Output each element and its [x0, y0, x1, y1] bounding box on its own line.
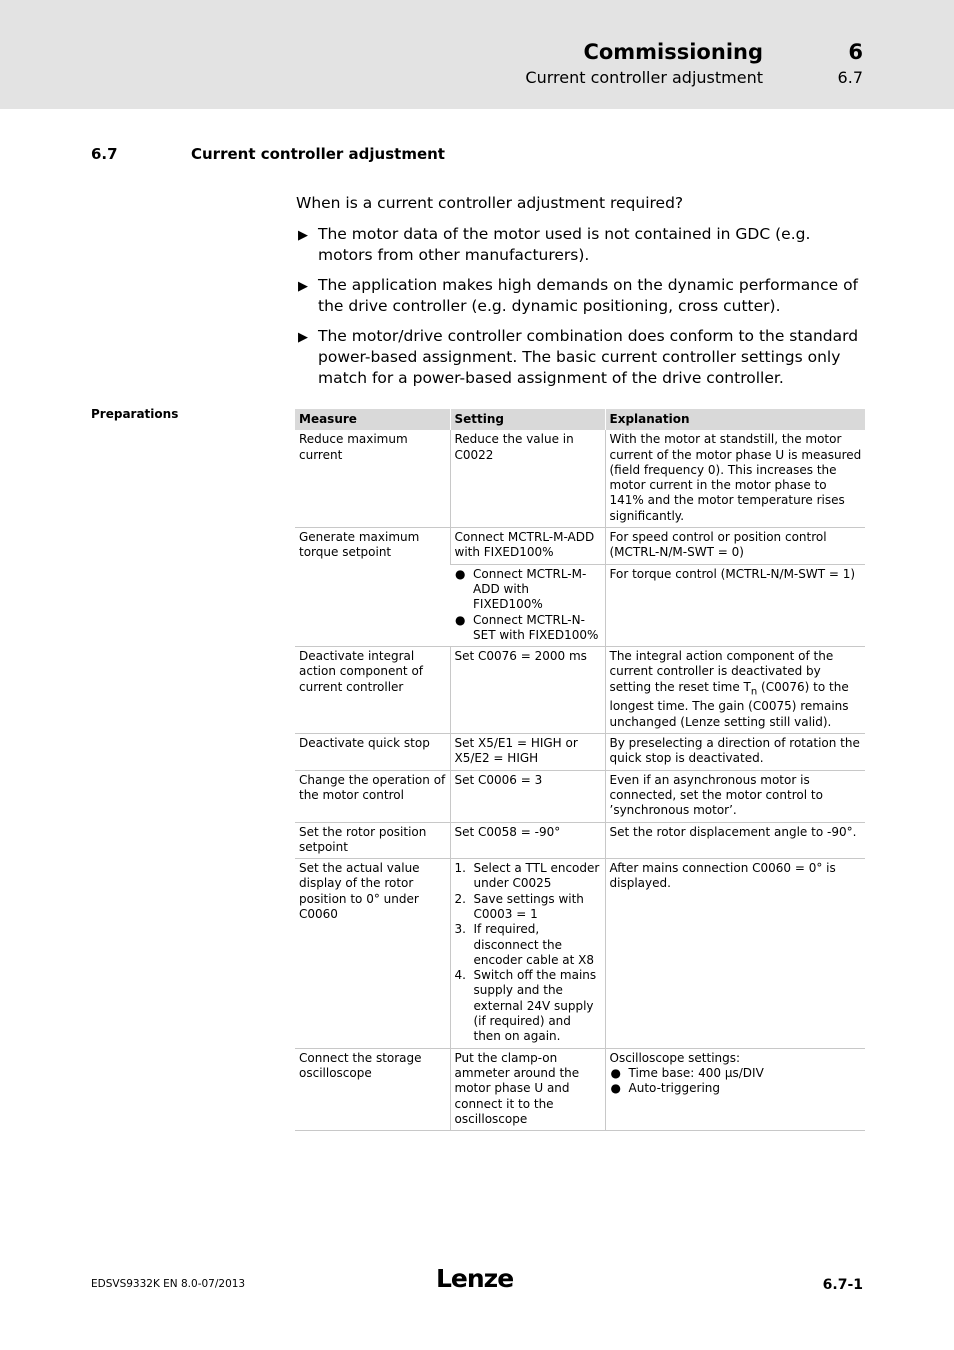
- page-number: 6.7-1: [822, 1277, 863, 1293]
- list-item: 1. Select a TTL encoder under C0025: [454, 861, 600, 891]
- setting-cell: Put the clamp-on ammeter around the motor phase U and connect it to the oscilloscope: [450, 1048, 605, 1130]
- arrow-right-icon: ▶: [298, 330, 308, 345]
- list-item: 2. Save settings with C0003 = 1: [454, 891, 584, 921]
- table-row: [295, 859, 865, 1049]
- column-header-setting: Setting: [450, 409, 605, 430]
- setting-cell: Set C0076 = 2000 ms: [450, 647, 605, 734]
- list-item: ▶ The motor/drive controller combination does conform to the standard power-based assignment. The basic current controller settings only match for a power-based assignment of the drive controller.: [298, 327, 859, 387]
- section-heading-title: Current controller adjustment: [191, 145, 445, 163]
- setting-cell: [450, 859, 605, 1049]
- list-item: ● Connect MCTRL-M-ADD with FIXED100%: [455, 566, 587, 612]
- document-id: EDSVS9332K EN 8.0-07/2013: [91, 1278, 246, 1290]
- table-header-row: [295, 409, 865, 430]
- setting-list: [454, 567, 602, 643]
- explanation-cell: After mains connection C0060 = 0° is displayed.: [605, 859, 865, 1049]
- bullet-dot-icon: ●: [455, 612, 466, 627]
- list-item: 4. Switch off the mains supply and the external 24V supply (if required) and then on again.: [454, 968, 597, 1044]
- measure-cell: Set the actual value display of the rotor position to 0° under C0060: [295, 859, 450, 1049]
- setting-cell: Set C0058 = -90°: [450, 822, 605, 859]
- explanation-cell: The integral action component of the current controller is deactivated by setting the reset time $T_n$ (C0076) to the longest time. The gain (C0075) remains unchanged (Lenze setting still valid).: [605, 647, 865, 734]
- list-item: ▶ The application makes high demands on the dynamic performance of the drive controller (e.g. dynamic positioning, cross cutter).: [298, 276, 859, 315]
- section-number: 6.7: [837, 68, 863, 87]
- table-row: [295, 1048, 865, 1130]
- setting-cell: Connect MCTRL-M-ADD with FIXED100%: [450, 528, 605, 565]
- bullet-dot-icon: ●: [610, 1065, 621, 1080]
- measure-cell: Reduce maximum current: [295, 430, 450, 527]
- bullet-dot-icon: ●: [610, 1081, 621, 1096]
- column-header-measure: Measure: [295, 409, 450, 430]
- list-item: ● Auto-triggering: [610, 1081, 720, 1096]
- measure-cell: Connect the storage oscilloscope: [295, 1048, 450, 1130]
- list-item: ▶ The motor data of the motor used is not contained in GDC (e.g. motors from other manufacturers).: [298, 225, 811, 264]
- explanation-cell: By preselecting a direction of rotation the quick stop is deactivated.: [605, 734, 865, 771]
- table-row: [295, 770, 865, 822]
- list-item: 3. If required, disconnect the encoder cable at X8: [454, 922, 595, 967]
- subscript-n: n: [750, 686, 758, 698]
- requirement-list: [296, 224, 864, 398]
- section-heading-number: 6.7: [91, 145, 118, 163]
- arrow-right-icon: ▶: [298, 279, 308, 294]
- table-row: [295, 734, 865, 771]
- explanation-cell: Set the rotor displacement angle to -90°.: [605, 822, 865, 859]
- explanation-cell: For speed control or position control (MCTRL-N/M-SWT = 0): [605, 528, 865, 565]
- arrow-right-icon: ▶: [298, 228, 308, 243]
- list-item: ● Connect MCTRL-N-SET with FIXED100%: [455, 612, 599, 642]
- setting-steps: [455, 861, 602, 1045]
- lenze-logo: Lenze: [436, 1264, 514, 1293]
- measure-cell: Change the operation of the motor control: [295, 770, 450, 822]
- chapter-title: Commissioning: [583, 40, 763, 64]
- setting-cell: Set C0006 = 3: [450, 770, 605, 822]
- column-header-explanation: Explanation: [605, 409, 865, 430]
- setting-cell: Set X5/E1 = HIGH or X5/E2 = HIGH: [450, 734, 605, 771]
- explanation-cell: Oscilloscope settings: ● Time base: 400 µs/DIV ● Auto-triggering: [605, 1048, 865, 1130]
- explanation-cell: With the motor at standstill, the motor current of the motor phase U is measured (field frequency 0). This increases the motor current in the motor phase to 141% and the motor temperature rises significantly.: [605, 430, 865, 527]
- measure-cell: Deactivate integral action component of current controller: [295, 647, 450, 734]
- measure-cell: Deactivate quick stop: [295, 734, 450, 771]
- measure-cell: Generate maximum torque setpoint: [295, 528, 450, 647]
- explanation-cell: For torque control (MCTRL-N/M-SWT = 1): [605, 564, 865, 646]
- table-row: [295, 528, 865, 565]
- table-row: [295, 430, 865, 527]
- chapter-number: 6: [848, 40, 863, 64]
- oscilloscope-settings-list: [610, 1066, 863, 1097]
- list-item: ● Time base: 400 µs/DIV: [610, 1065, 764, 1080]
- bullet-dot-icon: ●: [455, 566, 466, 581]
- table-row: [295, 822, 865, 859]
- setting-cell: [450, 564, 605, 646]
- header-band: [0, 0, 954, 109]
- intro-question: When is a current controller adjustment required?: [296, 194, 684, 212]
- explanation-cell: Even if an asynchronous motor is connected, set the motor control to ’synchronous motor’.: [605, 770, 865, 822]
- table-row: [295, 647, 865, 734]
- section-subtitle: Current controller adjustment: [525, 68, 763, 87]
- setting-cell: Reduce the value in C0022: [450, 430, 605, 527]
- preparations-label: Preparations: [91, 407, 179, 421]
- measure-cell: Set the rotor position setpoint: [295, 822, 450, 859]
- preparations-table: [295, 409, 865, 1131]
